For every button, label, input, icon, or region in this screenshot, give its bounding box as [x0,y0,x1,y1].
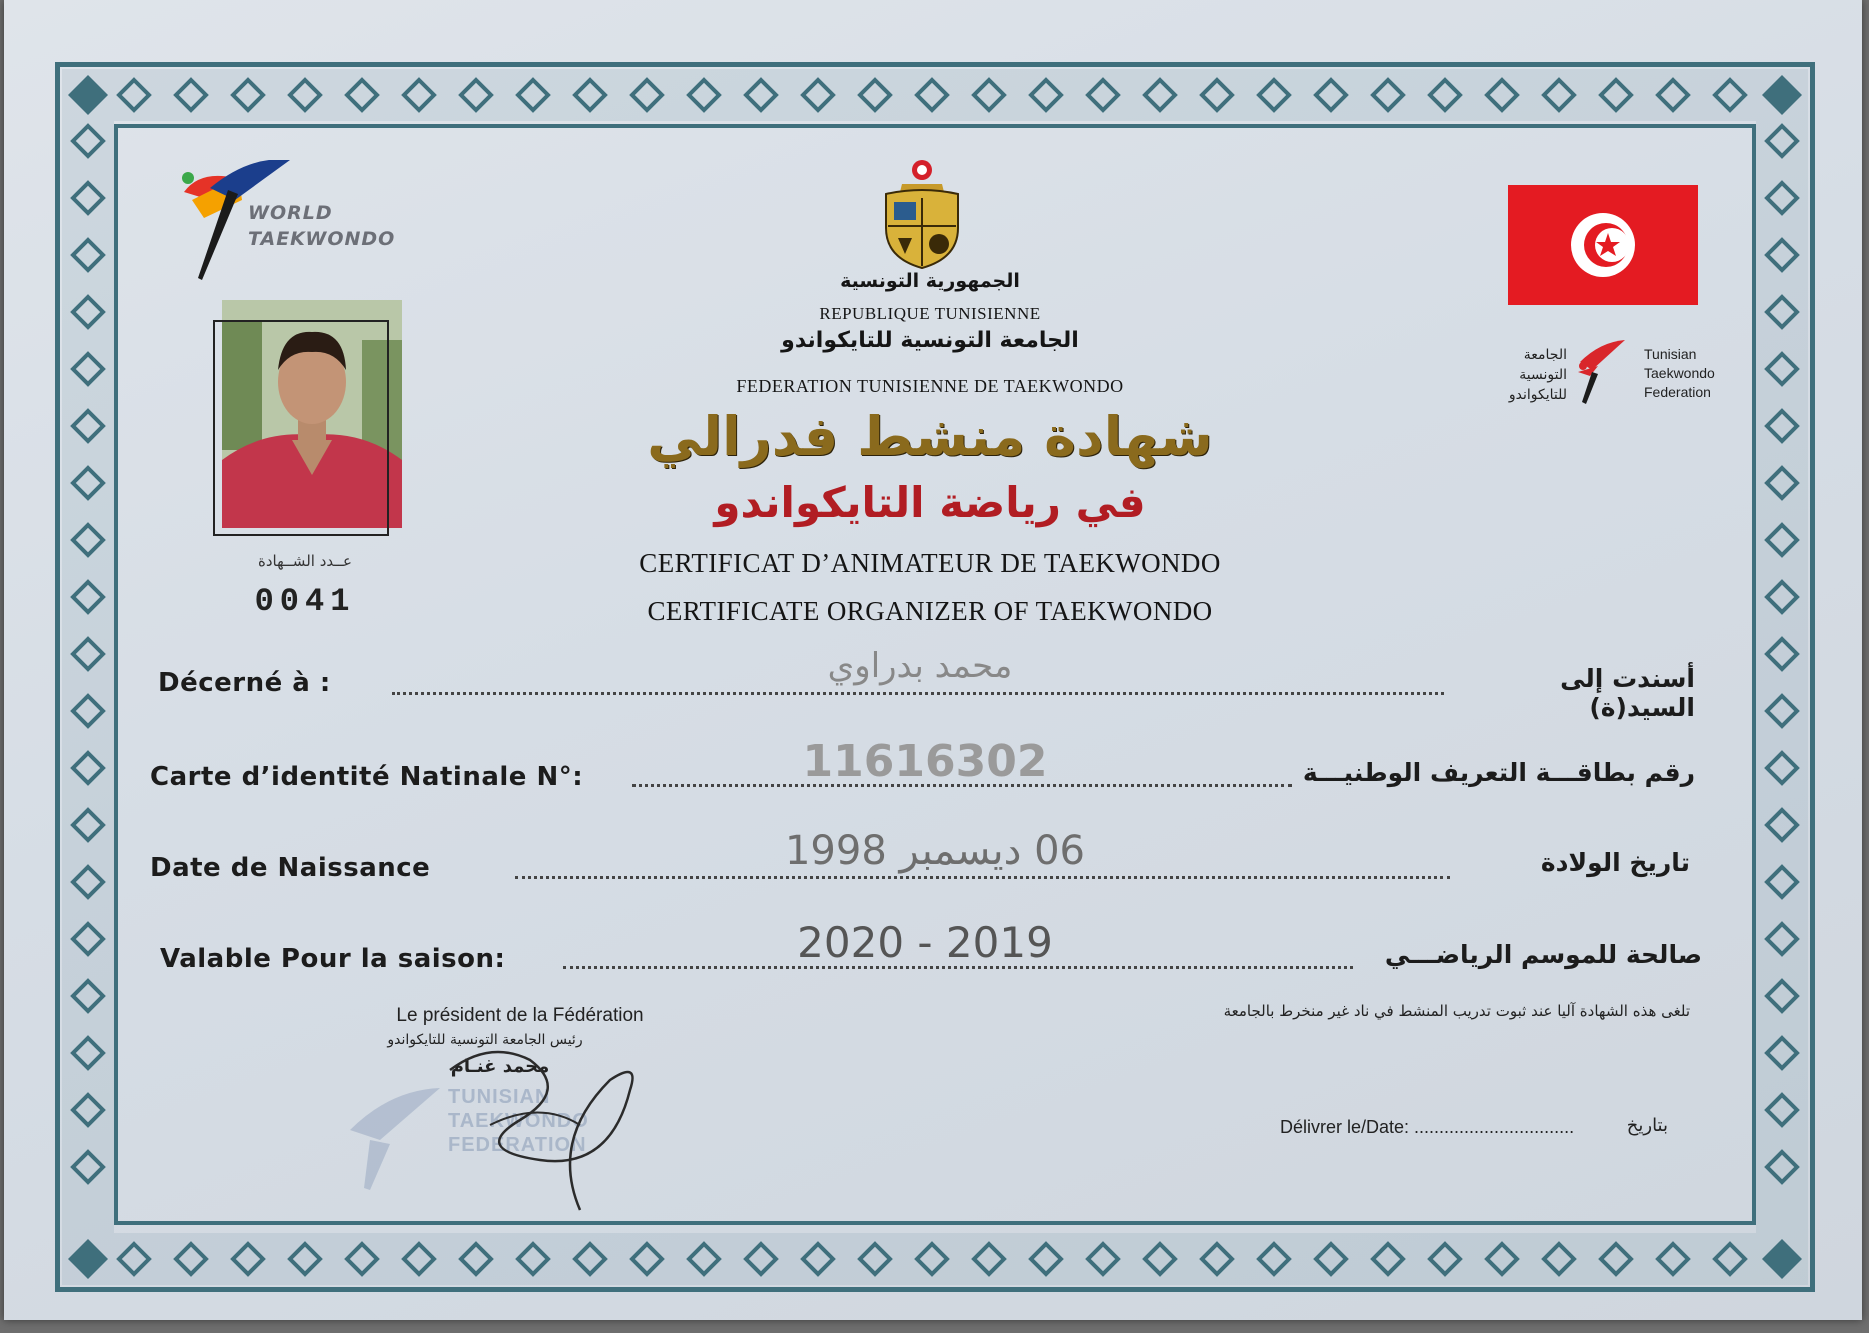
id-card-value: 11616302 [802,736,1048,787]
birth-date-label-ar: تاريخ الولادة [1540,848,1690,877]
delivery-date-label-ar: بتاريخ [1626,1115,1668,1136]
birth-date-label-fr: Date de Naissance [150,853,431,883]
season-value: 2020 - 2019 [797,918,1053,967]
federation-logo-ar-line3: للتايكواندو [1508,387,1567,403]
season-label-fr: Valable Pour la saison: [160,944,506,974]
awarded-label-ar: أسندت إلى السيد(ة) [1560,664,1695,722]
republic-name-fr: REPUBLIQUE TUNISIENNE [819,304,1041,323]
president-signature [430,1030,670,1220]
cancellation-note-ar: تلغى هذه الشهادة آليا عند ثبوت تدريب المنشط في ناد غير منخرط بالجامعة [1223,1002,1690,1020]
birth-date-dotted-line [515,876,1450,879]
president-title-fr: Le président de la Fédération [396,1005,644,1026]
id-card-label-fr: Carte d’identité Natinale N°: [150,762,584,792]
stamp-line2: TAEKWONDO FEDERATION [448,1110,589,1156]
president-name: محمد غنـام [450,1056,550,1077]
awarded-value: محمد بدراوي [827,646,1013,686]
tunisia-coat-of-arms [872,158,972,270]
president-title-ar: رئيس الجامعة التونسية للتايكواندو [387,1032,583,1048]
birth-date-value: 06 ديسمبر 1998 [784,828,1086,874]
season-label-ar: صالحة للموسم الرياضـــي [1384,940,1702,969]
federation-name-fr: FEDERATION TUNISIENNE DE TAEKWONDO [736,376,1124,396]
certificate-title-en: CERTIFICATE ORGANIZER OF TAEKWONDO [647,596,1213,626]
world-taekwondo-text [248,200,395,252]
delivery-date-label-fr: Délivrer le/Date: ................................ [1280,1117,1575,1137]
federation-logo-text-en [1644,345,1715,402]
certificate-title-ar: شهادة منشط فدرالي [647,405,1213,468]
federation-name-ar: الجامعة التونسية للتايكواندو [781,328,1079,353]
awarded-label-fr: Décerné à : [158,668,331,698]
certificate-number: 0041 [254,583,356,620]
certificate-title-fr: CERTIFICAT D’ANIMATEUR DE TAEKWONDO [639,548,1221,578]
federation-logo-text-ar [1482,345,1567,405]
certificate-number-label: عــدد الشــهادة [258,552,352,570]
photo-frame [213,320,389,536]
federation-logo-en-line3: Federation [1644,384,1711,400]
logo-line-taekwondo: TAEKWONDO [248,228,396,250]
republic-name-ar: الجمهورية التونسية [840,270,1020,292]
logo-line-world: WORLD [248,202,333,224]
awarded-dotted-line [392,692,1444,695]
certificate-subtitle-ar: في رياضة التايكواندو [714,478,1146,527]
federation-logo-ar-line2: التونسية [1519,367,1567,383]
federation-logo-ar-line1: الجامعة [1523,347,1567,363]
federation-logo-en-line2: Taekwondo [1644,365,1715,381]
tunisia-flag [1508,185,1698,305]
federation-logo-en-line1: Tunisian [1644,346,1697,362]
id-card-label-ar: رقم بطاقـــة التعريف الوطنيـــة [1302,758,1695,787]
stamp-line1: TUNISIAN [448,1086,551,1108]
flag-crescent-star-icon [1508,185,1698,305]
